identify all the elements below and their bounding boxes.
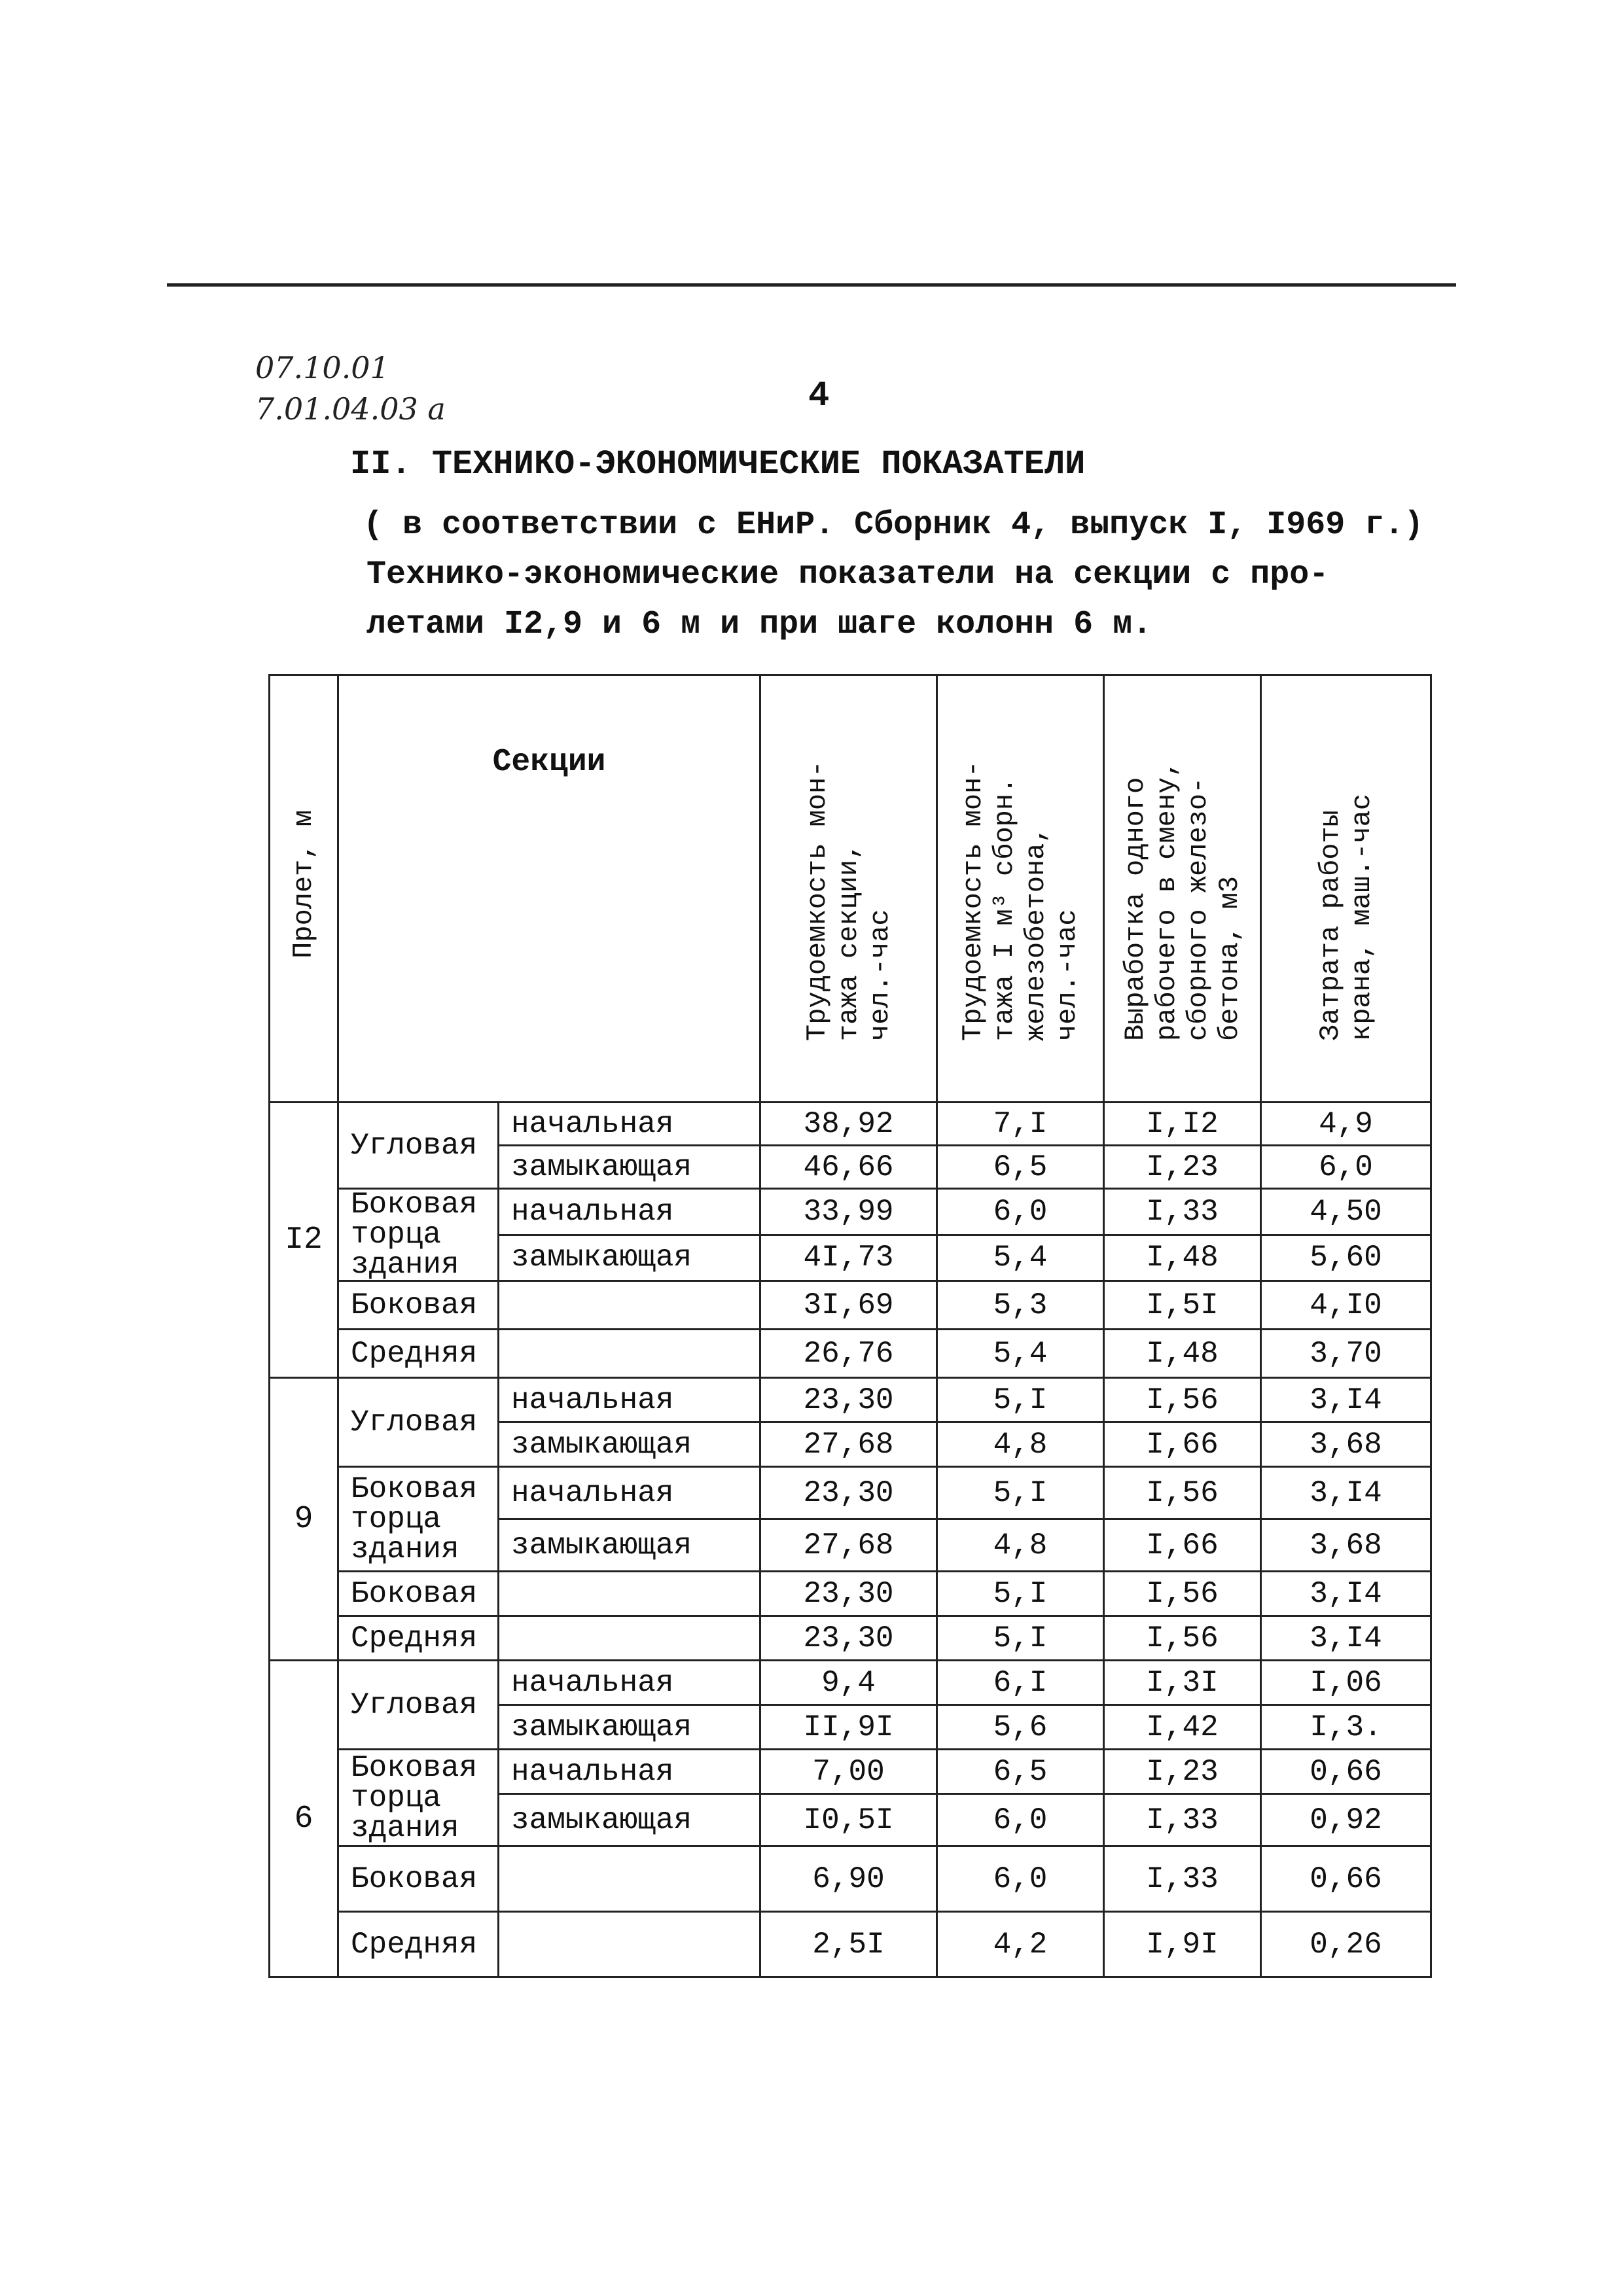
header-sections: Секции xyxy=(338,675,760,1103)
value-cell-c3: I,23 xyxy=(1104,1146,1261,1189)
table-row xyxy=(270,1330,1431,1378)
subsection-cell xyxy=(499,1330,760,1378)
table-row xyxy=(270,1281,1431,1330)
subsection-cell: замыкающая xyxy=(499,1235,760,1281)
value-cell-c4: 0,66 xyxy=(1261,1750,1431,1794)
table-row xyxy=(270,1189,1431,1235)
value-cell-c2: 6,I xyxy=(937,1661,1104,1705)
value-cell-c1: 33,99 xyxy=(760,1189,937,1235)
section-cell: Боковая торца здания xyxy=(338,1189,499,1281)
value-cell-c2: 6,5 xyxy=(937,1750,1104,1794)
value-cell-c1: 26,76 xyxy=(760,1330,937,1378)
subsection-cell xyxy=(499,1572,760,1616)
value-cell-c2: 5,I xyxy=(937,1378,1104,1422)
value-cell-c2: 6,0 xyxy=(937,1189,1104,1235)
section-cell: Угловая xyxy=(338,1378,499,1467)
value-cell-c3: I,56 xyxy=(1104,1467,1261,1519)
value-cell-c4: 3,I4 xyxy=(1261,1378,1431,1422)
value-cell-c2: 5,I xyxy=(937,1572,1104,1616)
span-cell: 9 xyxy=(270,1378,338,1661)
value-cell-c1: 3I,69 xyxy=(760,1281,937,1330)
value-cell-c3: I,48 xyxy=(1104,1330,1261,1378)
value-cell-c4: 3,68 xyxy=(1261,1519,1431,1572)
subsection-cell: начальная xyxy=(499,1750,760,1794)
section-cell: Боковая xyxy=(338,1281,499,1330)
section-cell: Боковая xyxy=(338,1572,499,1616)
value-cell-c4: 3,68 xyxy=(1261,1422,1431,1467)
section-cell: Угловая xyxy=(338,1661,499,1750)
intro-line-3: летами I2,9 и 6 м и при шаге колонн 6 м. xyxy=(366,606,1152,643)
value-cell-c1: 38,92 xyxy=(760,1103,937,1146)
value-cell-c3: I,9I xyxy=(1104,1912,1261,1977)
table-row xyxy=(270,1103,1431,1146)
value-cell-c2: 4,8 xyxy=(937,1422,1104,1467)
table-header-row xyxy=(270,675,1431,1103)
value-cell-c2: 4,2 xyxy=(937,1912,1104,1977)
subsection-cell xyxy=(499,1912,760,1977)
span-cell: 6 xyxy=(270,1661,338,1977)
intro-line-2: Технико-экономические показатели на секции с про- xyxy=(366,556,1329,593)
value-cell-c4: 3,70 xyxy=(1261,1330,1431,1378)
value-cell-c1: 6,90 xyxy=(760,1846,937,1912)
value-cell-c4: 4,50 xyxy=(1261,1189,1431,1235)
table-row xyxy=(270,1467,1431,1519)
value-cell-c4: 4,9 xyxy=(1261,1103,1431,1146)
value-cell-c3: I,23 xyxy=(1104,1750,1261,1794)
value-cell-c4: 0,66 xyxy=(1261,1846,1431,1912)
value-cell-c3: I,56 xyxy=(1104,1572,1261,1616)
value-cell-c4: I,06 xyxy=(1261,1661,1431,1705)
subsection-cell: замыкающая xyxy=(499,1794,760,1846)
section-cell: Боковая торца здания xyxy=(338,1467,499,1572)
subsection-cell: замыкающая xyxy=(499,1519,760,1572)
table-row xyxy=(270,1616,1431,1661)
section-cell: Средняя xyxy=(338,1330,499,1378)
value-cell-c3: I,I2 xyxy=(1104,1103,1261,1146)
subsection-cell xyxy=(499,1846,760,1912)
value-cell-c3: I,33 xyxy=(1104,1794,1261,1846)
value-cell-c4: 5,60 xyxy=(1261,1235,1431,1281)
intro-line-1: ( в соответствии с ЕНиР. Сборник 4, выпуск I, I969 г.) xyxy=(363,506,1424,544)
table-row xyxy=(270,1661,1431,1705)
section-cell: Средняя xyxy=(338,1912,499,1977)
value-cell-c2: 7,I xyxy=(937,1103,1104,1146)
section-cell: Средняя xyxy=(338,1616,499,1661)
value-cell-c3: I,48 xyxy=(1104,1235,1261,1281)
value-cell-c1: 27,68 xyxy=(760,1422,937,1467)
table-row xyxy=(270,1846,1431,1912)
value-cell-c2: 5,I xyxy=(937,1616,1104,1661)
value-cell-c2: 6,5 xyxy=(937,1146,1104,1189)
subsection-cell: начальная xyxy=(499,1378,760,1422)
value-cell-c2: 5,4 xyxy=(937,1235,1104,1281)
value-cell-c2: 4,8 xyxy=(937,1519,1104,1572)
value-cell-c1: 2,5I xyxy=(760,1912,937,1977)
value-cell-c3: I,33 xyxy=(1104,1846,1261,1912)
value-cell-c4: 0,92 xyxy=(1261,1794,1431,1846)
value-cell-c3: I,66 xyxy=(1104,1422,1261,1467)
subsection-cell xyxy=(499,1281,760,1330)
top-rule xyxy=(167,283,1456,287)
value-cell-c2: 5,3 xyxy=(937,1281,1104,1330)
subsection-cell xyxy=(499,1616,760,1661)
page-number: 4 xyxy=(808,376,830,416)
value-cell-c4: 3,I4 xyxy=(1261,1467,1431,1519)
indicators-table xyxy=(268,674,1432,1978)
value-cell-c1: 23,30 xyxy=(760,1572,937,1616)
value-cell-c4: 0,26 xyxy=(1261,1912,1431,1977)
document-code-1: 07.10.01 xyxy=(255,350,389,385)
value-cell-c1: 4I,73 xyxy=(760,1235,937,1281)
section-cell: Боковая xyxy=(338,1846,499,1912)
value-cell-c1: 23,30 xyxy=(760,1378,937,1422)
value-cell-c2: 5,I xyxy=(937,1467,1104,1519)
table-row xyxy=(270,1750,1431,1794)
value-cell-c4: 4,I0 xyxy=(1261,1281,1431,1330)
value-cell-c1: 23,30 xyxy=(760,1467,937,1519)
table-row xyxy=(270,1378,1431,1422)
subsection-cell: начальная xyxy=(499,1103,760,1146)
value-cell-c4: 3,I4 xyxy=(1261,1616,1431,1661)
subsection-cell: начальная xyxy=(499,1467,760,1519)
value-cell-c1: 46,66 xyxy=(760,1146,937,1189)
value-cell-c4: 6,0 xyxy=(1261,1146,1431,1189)
document-code-2: 7.01.04.03 а xyxy=(255,391,446,427)
value-cell-c4: I,3. xyxy=(1261,1705,1431,1750)
header-col3: Выработка одного рабочего в смену, сборного железо- бетона, м3 xyxy=(1104,675,1261,1103)
value-cell-c3: I,3I xyxy=(1104,1661,1261,1705)
subsection-cell: начальная xyxy=(499,1661,760,1705)
value-cell-c2: 5,4 xyxy=(937,1330,1104,1378)
table-row xyxy=(270,1912,1431,1977)
value-cell-c3: I,56 xyxy=(1104,1616,1261,1661)
span-cell: I2 xyxy=(270,1103,338,1378)
value-cell-c3: I,66 xyxy=(1104,1519,1261,1572)
subsection-cell: замыкающая xyxy=(499,1146,760,1189)
section-heading: II. ТЕХНИКО-ЭКОНОМИЧЕСКИЕ ПОКАЗАТЕЛИ xyxy=(350,445,1086,484)
value-cell-c1: I0,5I xyxy=(760,1794,937,1846)
value-cell-c4: 3,I4 xyxy=(1261,1572,1431,1616)
value-cell-c1: 9,4 xyxy=(760,1661,937,1705)
value-cell-c2: 6,0 xyxy=(937,1794,1104,1846)
value-cell-c3: I,5I xyxy=(1104,1281,1261,1330)
value-cell-c1: 27,68 xyxy=(760,1519,937,1572)
value-cell-c2: 5,6 xyxy=(937,1705,1104,1750)
value-cell-c3: I,33 xyxy=(1104,1189,1261,1235)
value-cell-c1: 7,00 xyxy=(760,1750,937,1794)
section-cell: Угловая xyxy=(338,1103,499,1189)
header-col4: Затрата работы крана, маш.-час xyxy=(1261,675,1431,1103)
subsection-cell: замыкающая xyxy=(499,1422,760,1467)
header-col1: Трудоемкость мон- тажа секции, чел.-час xyxy=(760,675,937,1103)
value-cell-c1: 23,30 xyxy=(760,1616,937,1661)
value-cell-c3: I,42 xyxy=(1104,1705,1261,1750)
subsection-cell: замыкающая xyxy=(499,1705,760,1750)
value-cell-c1: II,9I xyxy=(760,1705,937,1750)
section-cell: Боковая торца здания xyxy=(338,1750,499,1846)
intro-paragraph xyxy=(363,501,1424,650)
value-cell-c3: I,56 xyxy=(1104,1378,1261,1422)
header-col2: Трудоемкость мон- тажа I м³ сборн. железобетона, чел.-час xyxy=(937,675,1104,1103)
subsection-cell: начальная xyxy=(499,1189,760,1235)
table-row xyxy=(270,1572,1431,1616)
header-span: Пролет, м xyxy=(270,675,338,1103)
value-cell-c2: 6,0 xyxy=(937,1846,1104,1912)
